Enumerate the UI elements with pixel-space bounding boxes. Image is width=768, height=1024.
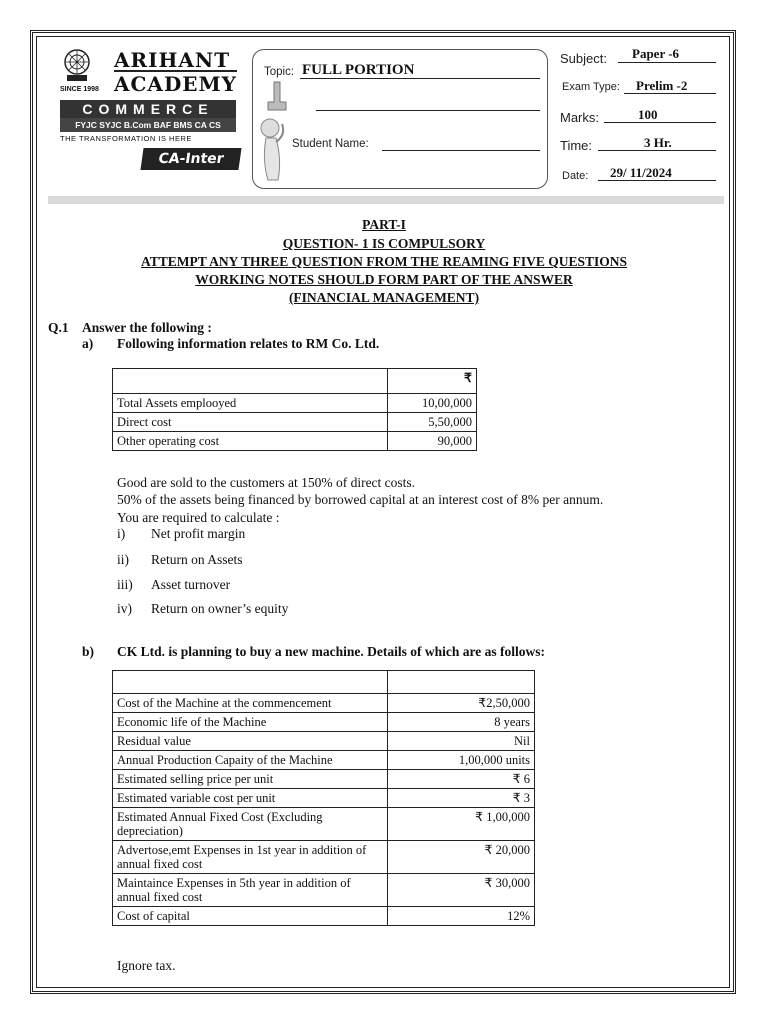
table-row	[113, 413, 477, 432]
table-cell: Economic life of the Machine	[113, 713, 388, 732]
part-b-label: b)	[82, 644, 95, 659]
table-row	[113, 751, 535, 770]
table-header-row	[113, 369, 477, 394]
table-cell: 1,00,000 units	[388, 751, 535, 770]
list-item-number: i)	[117, 526, 126, 541]
topic-value: FULL PORTION	[302, 62, 415, 78]
topic-underline	[300, 78, 540, 79]
academy-name-line1: ARIHANT	[114, 48, 231, 72]
table-cell: ₹ 20,000	[388, 841, 535, 874]
table-row	[113, 394, 477, 413]
list-item: Asset turnover	[151, 577, 231, 592]
part-b-title: CK Ltd. is planning to buy a new machine. Details of which are as follows:	[117, 644, 546, 659]
exam-type-value: Prelim -2	[636, 78, 688, 93]
table-cell: Estimated variable cost per unit	[113, 789, 388, 808]
marks-label: Marks:	[560, 110, 599, 125]
table-cell: Annual Production Capaity of the Machine	[113, 751, 388, 770]
table-cell: ₹ 30,000	[388, 874, 535, 907]
exam-type-underline	[624, 93, 716, 94]
table-cell: Direct cost	[113, 413, 388, 432]
list-item-number: iii)	[117, 577, 133, 592]
subject-label: Subject:	[560, 51, 607, 66]
table-header-cell: ₹	[388, 369, 477, 394]
topic-label: Topic:	[264, 66, 295, 78]
tagline: THE TRANSFORMATION IS HERE	[60, 134, 192, 143]
table-cell: Residual value	[113, 732, 388, 751]
table-cell: Total Assets emplooyed	[113, 394, 388, 413]
topic-underline-2	[316, 110, 540, 111]
since-label: SINCE 1998	[60, 86, 99, 93]
courses-banner: FYJC SYJC B.Com BAF BMS CA CS	[60, 118, 236, 132]
list-item: Return on owner’s equity	[151, 601, 289, 616]
table-cell: ₹ 3	[388, 789, 535, 808]
table-row	[113, 907, 535, 926]
date-value: 29/ 11/2024	[610, 165, 672, 180]
table-row	[113, 789, 535, 808]
table-row	[113, 770, 535, 789]
table-cell: 12%	[388, 907, 535, 926]
table-cell: Maintaince Expenses in 5th year in addition of annual fixed cost	[113, 874, 388, 907]
table-cell: ₹ 1,00,000	[388, 808, 535, 841]
table-row	[113, 732, 535, 751]
instruction-compulsory: QUESTION- 1 IS COMPULSORY	[282, 236, 486, 251]
table-cell: 8 years	[388, 713, 535, 732]
paragraph: 50% of the assets being financed by borrowed capital at an interest cost of 8% per annum.	[117, 492, 604, 507]
academy-emblem-icon	[62, 48, 92, 84]
table-cell: ₹ 6	[388, 770, 535, 789]
list-item-number: iv)	[117, 601, 132, 616]
part-a-title: Following information relates to RM Co. Ltd.	[117, 336, 380, 351]
table-cell: Nil	[388, 732, 535, 751]
footer-note: Ignore tax.	[117, 958, 176, 973]
part-heading: PART-I	[362, 217, 406, 232]
thinking-figure-icon	[256, 80, 296, 190]
ck-ltd-machine-table	[112, 670, 535, 926]
student-name-field	[382, 150, 540, 151]
table-header-cell	[113, 671, 388, 694]
time-value: 3 Hr.	[644, 135, 672, 150]
table-cell: Cost of the Machine at the commencement	[113, 694, 388, 713]
rm-co-table	[112, 368, 477, 451]
table-cell: 10,00,000	[388, 394, 477, 413]
table-cell: ₹2,50,000	[388, 694, 535, 713]
table-header-cell	[113, 369, 388, 394]
table-header-cell	[388, 671, 535, 694]
table-cell: Advertose,emt Expenses in 1st year in addition of annual fixed cost	[113, 841, 388, 874]
ca-inter-badge: CA-Inter	[140, 148, 241, 170]
list-item: Net profit margin	[151, 526, 246, 541]
academy-name-line2: ACADEMY	[114, 72, 237, 96]
table-row	[113, 808, 535, 841]
exam-type-label: Exam Type:	[562, 81, 620, 93]
subject-value: Paper -6	[632, 46, 680, 61]
part-a-label: a)	[82, 336, 94, 351]
table-cell: Cost of capital	[113, 907, 388, 926]
table-row	[113, 841, 535, 874]
table-cell: 90,000	[388, 432, 477, 451]
question-title: Answer the following :	[82, 320, 212, 335]
subject-underline	[618, 62, 716, 63]
table-cell: Estimated Annual Fixed Cost (Excluding depreciation)	[113, 808, 388, 841]
subject-heading: (FINANCIAL MANAGEMENT)	[288, 290, 480, 305]
time-underline	[598, 150, 716, 151]
table-header-row	[113, 671, 535, 694]
table-row	[113, 694, 535, 713]
table-row	[113, 432, 477, 451]
list-item: Return on Assets	[151, 552, 243, 567]
header-divider	[48, 196, 724, 204]
instruction-attempt: ATTEMPT ANY THREE QUESTION FROM THE REAMING FIVE QUESTIONS	[140, 254, 628, 269]
table-cell: 5,50,000	[388, 413, 477, 432]
table-cell: Estimated selling price per unit	[113, 770, 388, 789]
question-number: Q.1	[48, 320, 69, 335]
table-cell: Other operating cost	[113, 432, 388, 451]
academy-logo	[58, 46, 248, 196]
table-row	[113, 874, 535, 907]
date-underline	[598, 180, 716, 181]
paragraph: You are required to calculate :	[117, 510, 280, 525]
paragraph: Good are sold to the customers at 150% of direct costs.	[117, 475, 416, 490]
instruction-working-notes: WORKING NOTES SHOULD FORM PART OF THE ANSWER	[195, 272, 573, 287]
date-label: Date:	[562, 170, 589, 182]
student-name-label: Student Name:	[292, 138, 369, 150]
table-row	[113, 713, 535, 732]
time-label: Time:	[560, 138, 593, 153]
list-item-number: ii)	[117, 552, 129, 567]
marks-value: 100	[638, 107, 658, 122]
marks-underline	[604, 122, 716, 123]
commerce-banner: COMMERCE	[60, 100, 236, 118]
